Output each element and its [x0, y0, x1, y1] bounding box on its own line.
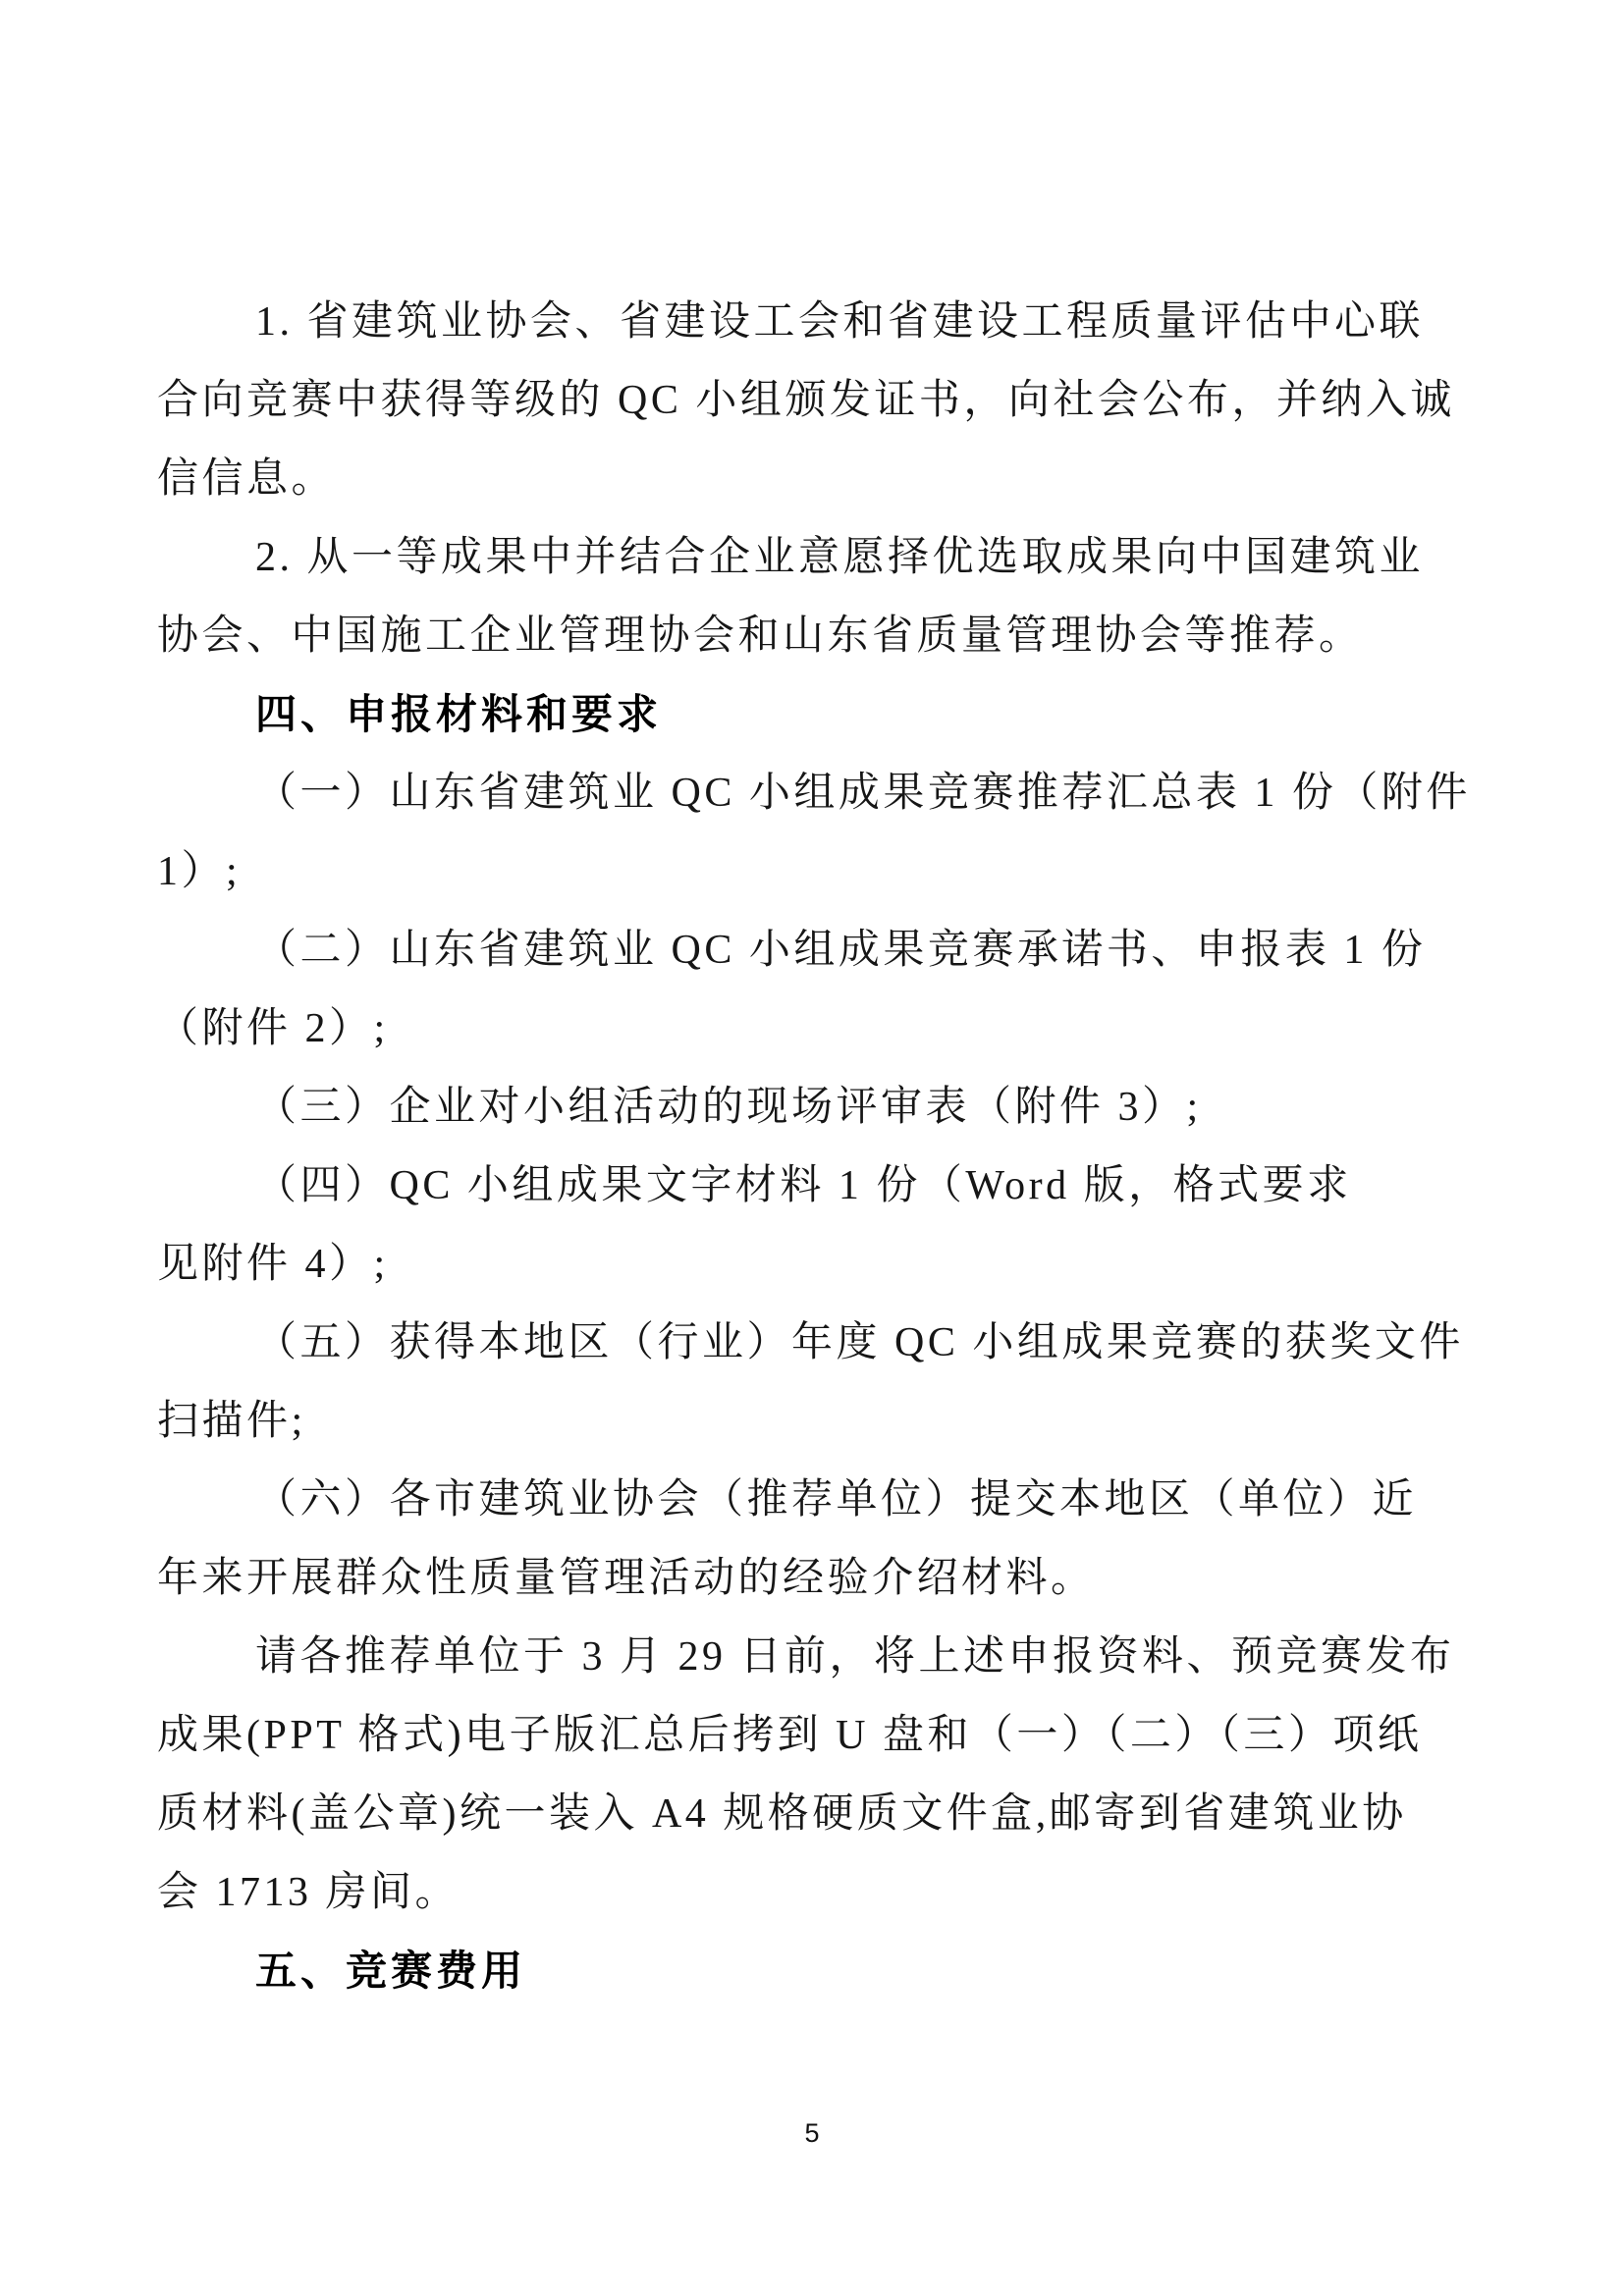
text-line: 质材料(盖公章)统一装入 A4 规格硬质文件盒,邮寄到省建筑业协 [157, 1791, 1407, 1837]
text-line: 1. 省建筑业协会、省建设工会和省建设工程质量评估中心联 [255, 299, 1425, 345]
paragraph-list-item-1 [157, 754, 1469, 911]
text-line: （二）山东省建筑业 QC 小组成果竞赛承诺书、申报表 1 份 [255, 928, 1427, 973]
text-line: 请各推荐单位于 3 月 29 日前，将上述申报资料、预竞赛发布 [255, 1634, 1455, 1680]
text-line: 1）; [157, 849, 242, 894]
paragraph-numbered-item-1 [157, 283, 1469, 518]
document-body [157, 283, 1469, 2010]
text-line: （三）企业对小组活动的现场评审表（附件 3）; [255, 1085, 1202, 1130]
text-line: （六）各市建筑业协会（推荐单位）提交本地区（单位）近 [255, 1477, 1418, 1522]
paragraph-list-item-4 [157, 1147, 1469, 1304]
heading-text: 四、申报材料和要求 [255, 691, 663, 737]
text-line: 见附件 4）; [157, 1242, 389, 1287]
text-line: （五）获得本地区（行业）年度 QC 小组成果竞赛的获奖文件 [255, 1320, 1464, 1365]
paragraph-list-item-6 [157, 1461, 1469, 1618]
section-heading-4 [157, 675, 1469, 754]
text-line: （一）山东省建筑业 QC 小组成果竞赛推荐汇总表 1 份（附件 [255, 771, 1471, 816]
text-line: （四）QC 小组成果文字材料 1 份（Word 版，格式要求 [255, 1163, 1352, 1208]
text-line: 信信息。 [157, 456, 337, 502]
paragraph-numbered-item-2 [157, 518, 1469, 675]
text-line: 合向竞赛中获得等级的 QC 小组颁发证书，向社会公布，并纳入诚 [157, 378, 1455, 423]
text-line: 协会、中国施工企业管理协会和山东省质量管理协会等推荐。 [157, 614, 1364, 659]
paragraph-list-item-3 [157, 1068, 1469, 1147]
paragraph-list-item-2 [157, 911, 1469, 1068]
text-line: 成果(PPT 格式)电子版汇总后拷到 U 盘和（一）（二）（三）项纸 [157, 1713, 1423, 1758]
text-line: 会 1713 房间。 [157, 1870, 460, 1915]
section-heading-5 [157, 1932, 1469, 2010]
page-footer [0, 2118, 1624, 2149]
paragraph-list-item-5 [157, 1304, 1469, 1461]
text-line: 年来开展群众性质量管理活动的经验介绍材料。 [157, 1556, 1096, 1601]
text-line: 扫描件; [157, 1399, 306, 1444]
paragraph-closing [157, 1618, 1469, 1932]
page-number: 5 [804, 2118, 820, 2148]
text-line: （附件 2）; [157, 1006, 389, 1051]
text-line: 2. 从一等成果中并结合企业意愿择优选取成果向中国建筑业 [255, 535, 1425, 580]
heading-text: 五、竞赛费用 [255, 1948, 527, 1994]
